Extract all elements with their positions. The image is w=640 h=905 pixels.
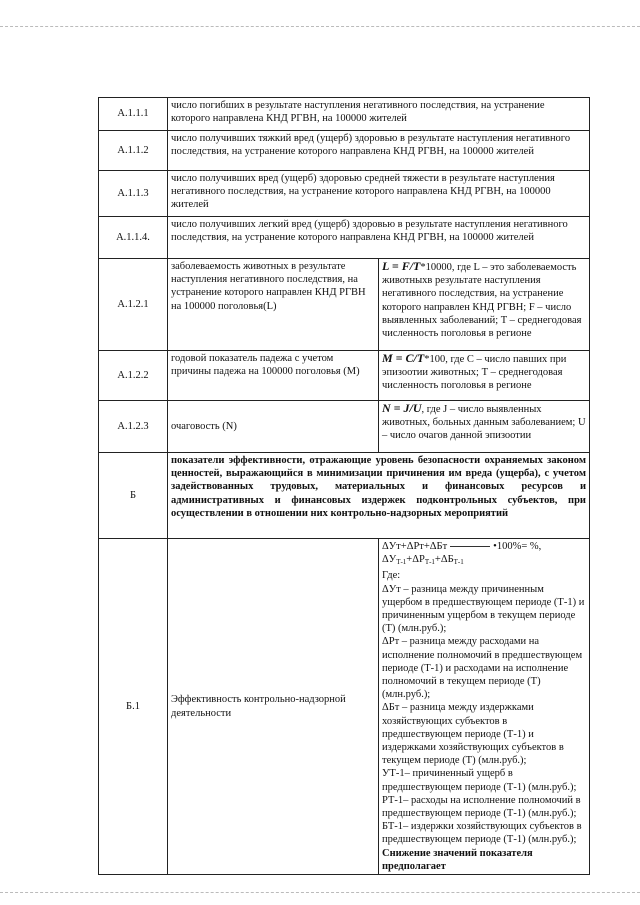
section-code: Б bbox=[99, 453, 168, 539]
table-row bbox=[99, 171, 590, 217]
scan-artifact-bottom bbox=[0, 892, 640, 893]
b1-line: ΔРт – разница между расходами на исполнение полномочий в предшествующем периоде (Т-1) и расходами на исполнение полномочий в текущем периоде (Т) (млн.руб.); bbox=[382, 636, 583, 701]
table-row bbox=[99, 453, 590, 539]
table-row bbox=[99, 539, 590, 875]
b1-formula-denominator: $\Delta У_{Т-1}+\Delta Р_{Т-1}+\Delta Б_{Т-1}$ bbox=[382, 554, 464, 567]
table-row bbox=[99, 259, 590, 351]
row-code: А.1.1.3 bbox=[99, 171, 168, 217]
row-code: А.1.2.1 bbox=[99, 259, 168, 351]
scan-artifact-top bbox=[0, 26, 640, 27]
indicator-name: очаговость (N) bbox=[168, 401, 379, 453]
table-row bbox=[99, 131, 590, 171]
section-text: показатели эффективности, отражающие уровень безопасности охраняемых законом ценностей, выражающийся в минимизации причинения им вреда (ущерба), с учетом задействованных трудовых, материальных и финансовых ресурсов и административных и финансовых издержек подконтрольных субъектов, при осуществлении в отношении них контрольно-надзорных мероприятий bbox=[168, 453, 590, 539]
b1-line: РТ-1– расходы на исполнение полномочий в предшествующем периоде (Т-1) (млн.руб.); bbox=[382, 794, 581, 820]
row-code: Б.1 bbox=[99, 539, 168, 875]
indicator-name: годовой показатель падежа с учетом причины падежа на 100000 поголовья (M) bbox=[168, 351, 379, 401]
b1-formula: ΔУт+ΔРт+ΔБт •100%= %, bbox=[382, 541, 542, 552]
formula-description: , где J – число выявленных животных, больных данным заболеванием; U – число очагов данной эпизоотии bbox=[382, 404, 586, 442]
indicator-formula-cell bbox=[379, 539, 590, 875]
row-text: число получивших вред (ущерб) здоровью средней тяжести в результате наступления негативного последствия, на устранение которого направлена КНД РГВН, на 100000 жителей bbox=[168, 171, 590, 217]
b1-line: ΔБт – разница между издержками хозяйствующих субъектов в предшествующем периоде (Т-1) и издержками хозяйствующих субъектов в текущем периоде (Т) (млн.руб.); bbox=[382, 702, 564, 767]
indicator-table bbox=[98, 97, 590, 875]
row-text: число получивших тяжкий вред (ущерб) здоровью в результате наступления негативного последствия, на устранение которого направлена КНД РГВН, на 100000 жителей bbox=[168, 131, 590, 171]
indicator-formula-cell bbox=[379, 351, 590, 401]
indicator-name: Эффективность контрольно-надзорной деятельности bbox=[168, 539, 379, 875]
b1-line: ΔУт – разница между причиненным ущербом в предшествующем периоде (Т-1) и причиненным ущербом в текущем периоде (Т) (млн.руб.); bbox=[382, 583, 585, 635]
formula-description: *100, где С – число павших при эпизоотии животных; Т – среднегодовая численность поголовья в регионе bbox=[382, 354, 567, 392]
formula: N = J/U bbox=[382, 401, 422, 415]
formula-description: *10000, где L – это заболеваемость животныхв результате наступления негативного последствия, на устранение которого направлен КНД РГВН; F – число выявленных заболеваний; T – среднегодовая численность поголовья в регионе bbox=[382, 262, 582, 340]
indicator-formula-cell bbox=[379, 259, 590, 351]
formula: L = F/T bbox=[382, 259, 421, 273]
table-row bbox=[99, 98, 590, 131]
formula: M = C/T bbox=[382, 351, 425, 365]
row-code: А.1.2.2 bbox=[99, 351, 168, 401]
row-code: А.1.1.1 bbox=[99, 98, 168, 131]
b1-line: БТ-1– издержки хозяйствующих субъектов в предшествующем периоде (Т-1) (млн.руб.); bbox=[382, 821, 582, 846]
b1-line: Где: bbox=[382, 570, 401, 582]
table-row bbox=[99, 351, 590, 401]
row-text: число погибших в результате наступления негативного последствия, на устранение которого направлена КНД РГВН, на 100000 жителей bbox=[168, 98, 590, 131]
row-code: А.1.1.2 bbox=[99, 131, 168, 171]
indicator-name: заболеваемость животных в результате наступления негативного последствия, на устранение которого направлен КНД РГВН на 100000 поголовья(L) bbox=[168, 259, 379, 351]
b1-last-line: Снижение значений показателя предполагает bbox=[382, 847, 533, 872]
b1-line: УТ-1– причиненный ущерб в предшествующем периоде (Т-1) (млн.руб.); bbox=[382, 768, 577, 793]
row-text: число получивших легкий вред (ущерб) здоровью в результате наступления негативного последствия, на устранение которого направлена КНД РГВН, на 100000 жителей bbox=[168, 217, 590, 259]
row-code: А.1.2.3 bbox=[99, 401, 168, 453]
table-row bbox=[99, 217, 590, 259]
table-row bbox=[99, 401, 590, 453]
indicator-formula-cell bbox=[379, 401, 590, 453]
row-code: А.1.1.4. bbox=[99, 217, 168, 259]
